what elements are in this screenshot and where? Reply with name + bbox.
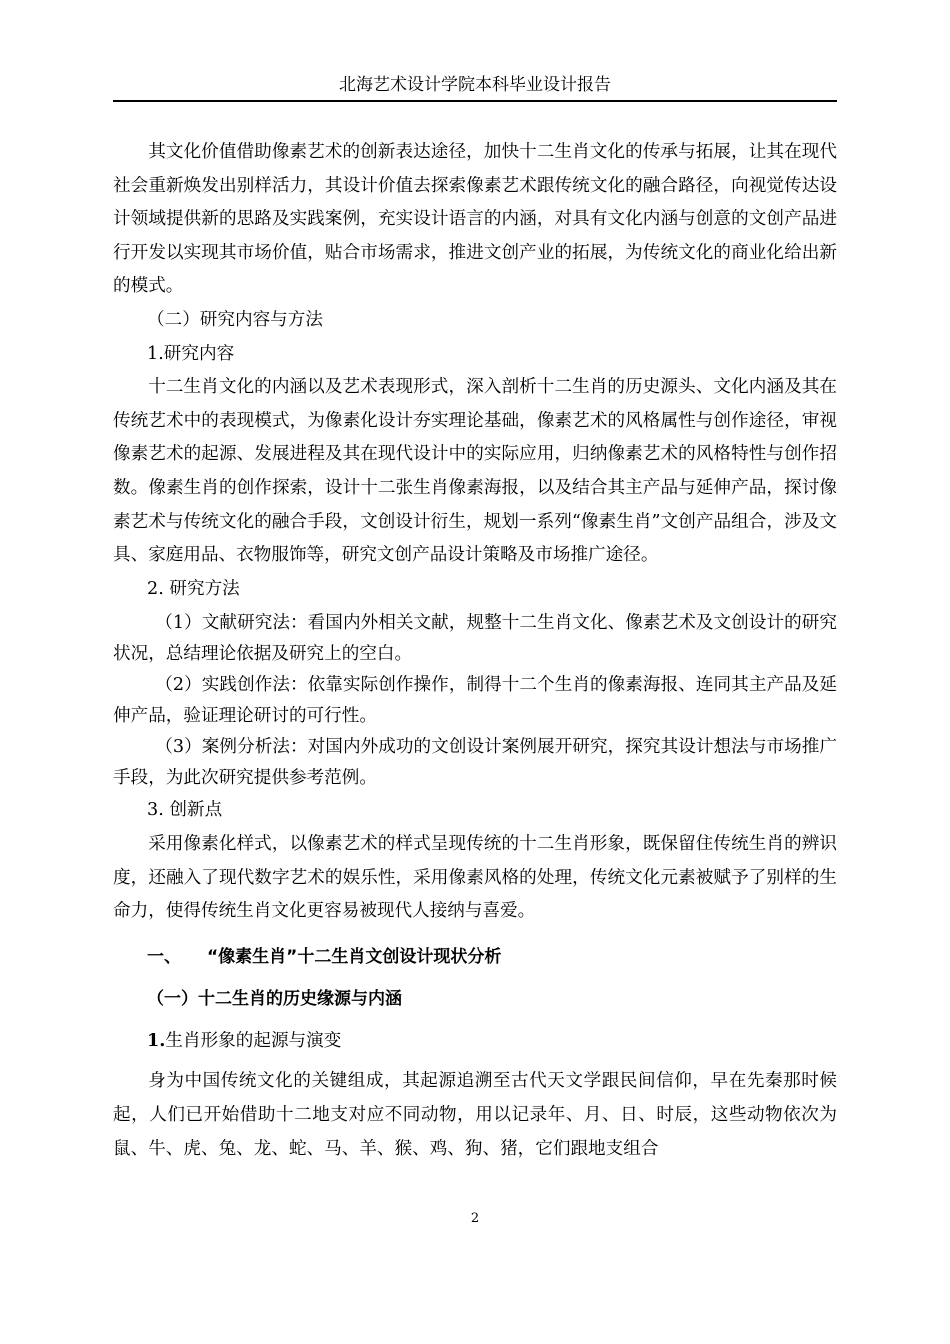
subsubsection-number: 1. <box>147 1029 166 1051</box>
innovation-title: 3. 创新点 <box>147 800 223 821</box>
subsubsection-title: 生肖形象的起源与演变 <box>165 1030 342 1051</box>
document-body <box>113 136 837 1166</box>
method-practice: （2）实践创作法：依靠实际创作操作，制得十二个生肖的像素海报、连同其主产品及延伸产品，验证理论研讨的可行性。 <box>113 675 837 727</box>
research-content-title: 1.研究内容 <box>147 343 235 364</box>
innovation-paragraph: 采用像素化样式，以像素艺术的样式呈现传统的十二生肖形象，既保留住传统生肖的辨识度，还融入了现代数字艺术的娱乐性，采用像素风格的处理，传统文化元素被赋予了别样的生命力，使得传统生肖文化更容易被现代人接纳与喜爱。 <box>113 833 837 922</box>
chapter-title: “像素生肖”十二生肖文创设计现状分析 <box>207 946 502 967</box>
header-divider <box>113 100 837 102</box>
history-paragraph: 身为中国传统文化的关键组成，其起源追溯至古代天文学跟民间信仰，早在先秦那时候起，人们已开始借助十二地支对应不同动物，用以记录年、月、日、时辰，这些动物依次为鼠、牛、虎、兔、龙、蛇、马、羊、猴、鸡、狗、猪，它们跟地支组合 <box>113 1070 837 1159</box>
intro-paragraph: 其文化价值借助像素艺术的创新表达途径，加快十二生肖文化的传承与拓展，让其在现代社会重新焕发出别样活力，其设计价值去探索像素艺术跟传统文化的融合路径，向视觉传达设计领域提供新的思路及实践案例，充实设计语言的内涵，对具有文化内涵与创意的文创产品进行开发以实现其市场价值，贴合市场需求，推进文创产业的拓展，为传统文化的商业化给出新的模式。 <box>113 142 837 297</box>
method-literature: （1）文献研究法：看国内外相关文献，规整十二生肖文化、像素艺术及文创设计的研究状况，总结理论依据及研究上的空白。 <box>113 613 837 665</box>
section-two-title: （二）研究内容与方法 <box>147 309 323 330</box>
page-header-title: 北海艺术设计学院本科毕业设计报告 <box>339 75 611 95</box>
subsection-heading: （一）十二生肖的历史缘源与内涵 <box>147 988 402 1009</box>
chapter-number: 一、 <box>147 946 181 967</box>
chapter-heading <box>113 936 837 978</box>
subsubsection-heading <box>113 1020 837 1062</box>
research-content-paragraph: 十二生肖文化的内涵以及艺术表现形式，深入剖析十二生肖的历史源头、文化内涵及其在传统艺术中的表现模式，为像素化设计夯实理论基础，像素艺术的风格属性与创作途径，审视像素艺术的起源、发展进程及其在现代设计中的实际应用，归纳像素艺术的风格特性与创作招数。像素生肖的创作探索，设计十二张生肖像素海报，以及结合其主产品与延伸产品，探讨像素艺术与传统文化的融合手段，文创设计衍生，规划一系列“像素生肖”文创产品组合，涉及文具、家庭用品、衣物服饰等，研究文创产品设计策略及市场推广途径。 <box>113 377 837 566</box>
page-number: 2 <box>470 1211 480 1226</box>
method-case-analysis: （3）案例分析法：对国内外成功的文创设计案例展开研究，探究其设计想法与市场推广手段，为此次研究提供参考范例。 <box>113 737 837 789</box>
research-method-title: 2. 研究方法 <box>147 578 240 599</box>
